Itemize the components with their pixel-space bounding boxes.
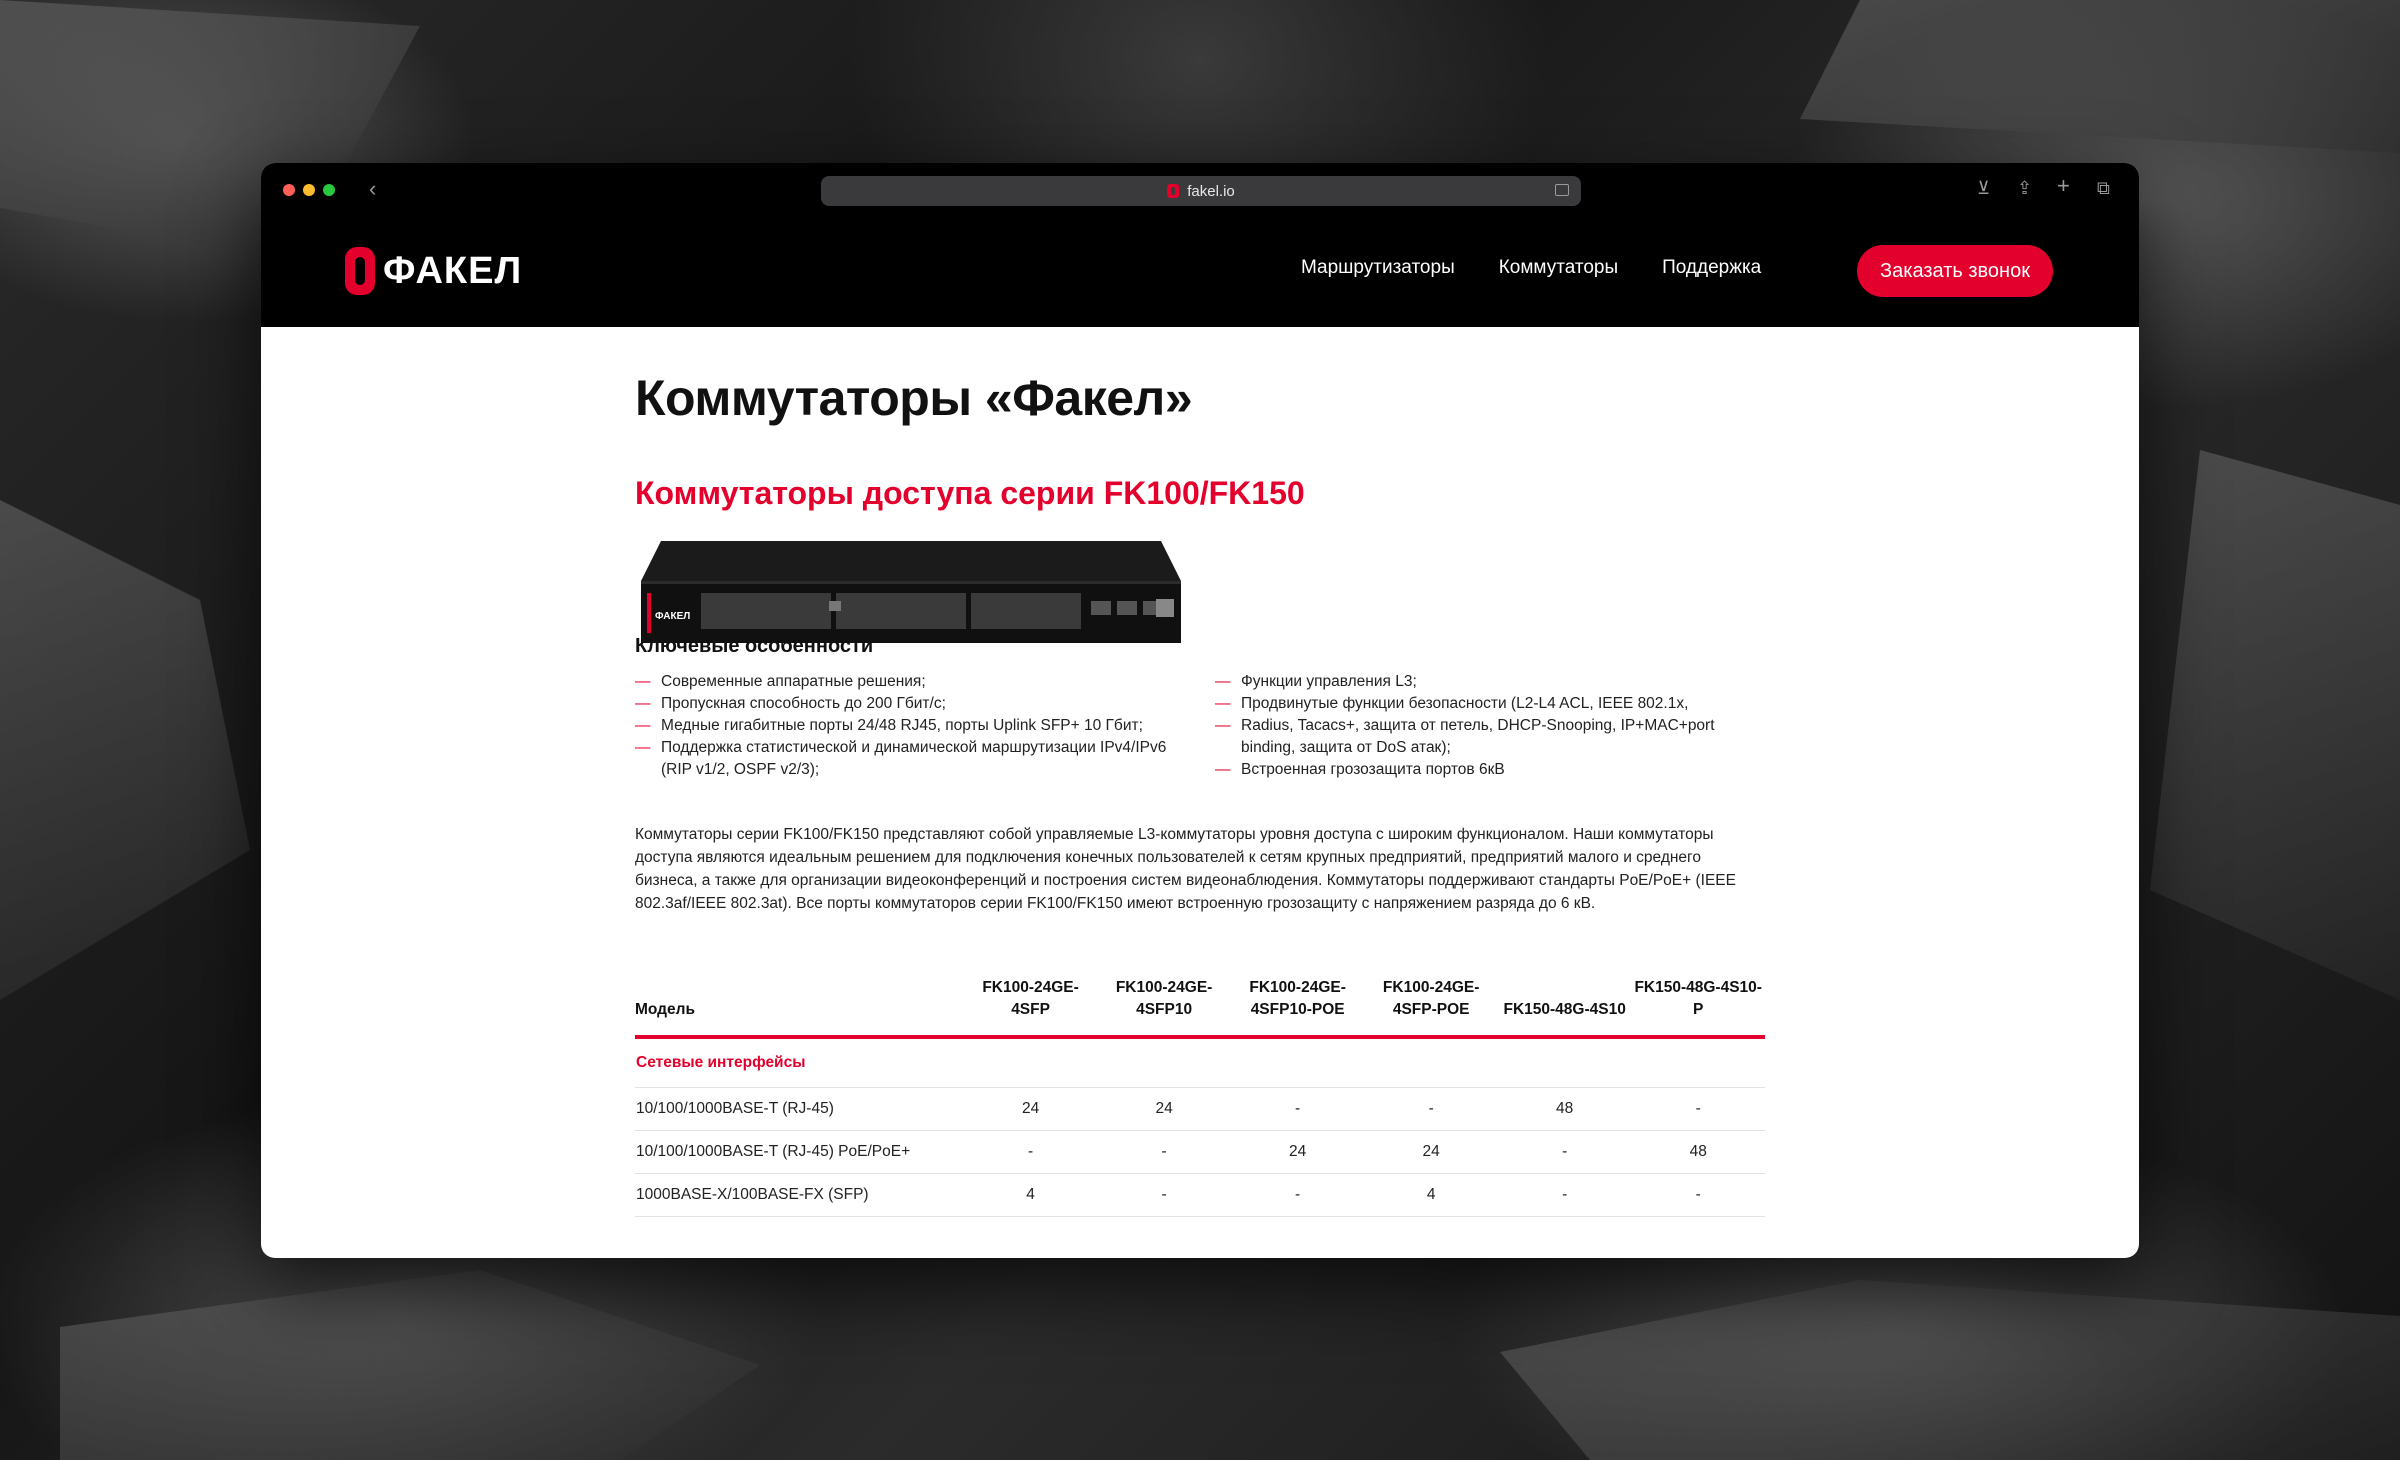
table-cell: - bbox=[1498, 1174, 1632, 1217]
background-rock bbox=[1500, 1280, 2400, 1460]
table-cell: - bbox=[1631, 1174, 1765, 1217]
table-cell: 48 bbox=[1498, 1088, 1632, 1131]
order-call-button[interactable]: Заказать звонок bbox=[1857, 245, 2053, 297]
table-cell: 24 bbox=[1097, 1088, 1231, 1131]
features-list-left bbox=[635, 671, 1175, 781]
site-logo[interactable] bbox=[345, 247, 522, 295]
address-bar[interactable] bbox=[821, 176, 1581, 206]
feature-item: — Поддержка статистической и динамической маршрутизации IPv4/IPv6 (RIP v1/2, OSPF v2/3); bbox=[635, 737, 1175, 781]
svg-text:ФАКЕЛ: ФАКЕЛ bbox=[655, 611, 691, 622]
spec-table bbox=[635, 977, 1765, 1217]
nav-item-switches[interactable]: Коммутаторы bbox=[1498, 257, 1619, 278]
table-cell: - bbox=[1498, 1131, 1632, 1174]
model-header: Модель bbox=[635, 1001, 696, 1018]
share-icon[interactable]: ⇪ bbox=[2017, 178, 2033, 198]
column-header: FK150-48G-4S10 bbox=[1503, 1001, 1626, 1018]
table-cell: - bbox=[1631, 1088, 1765, 1131]
new-tab-icon[interactable]: + bbox=[2057, 173, 2070, 198]
background-rock bbox=[60, 1270, 760, 1460]
column-header: FK100-24GE-4SFP10-POE bbox=[1249, 979, 1346, 1018]
browser-window bbox=[261, 163, 2139, 1258]
features-list-right bbox=[1215, 671, 1755, 781]
back-arrow-icon[interactable]: ‹ bbox=[369, 176, 377, 201]
download-icon[interactable]: ⊻ bbox=[1977, 178, 1991, 198]
table-cell: 24 bbox=[1231, 1131, 1365, 1174]
column-header: FK150-48G-4S10-P bbox=[1634, 979, 1762, 1018]
site-favicon-icon bbox=[1167, 184, 1179, 198]
tab-overview-icon[interactable]: ⧉ bbox=[2097, 178, 2110, 198]
series-description: Коммутаторы серии FK100/FK150 представляют собой управляемые L3-коммутаторы уровня доступа с широким функционалом. Наши коммутаторы доступа являются идеальным решением для подключения конечных пользователей к сетям крупных предприятий, предприятий малого и среднего бизнеса, а также для организации видеоконференций и построения систем видеонаблюдения. Коммутаторы поддерживают стандарты PoE/PoE+ (IEEE 802.3af/IEEE 802.3at). Все порты коммутаторов серии FK100/FK150 имеют встроенную грозозащиту с напряжением разряда до 6 кВ. bbox=[635, 826, 1736, 912]
nav-item-support[interactable]: Поддержка bbox=[1662, 257, 1762, 278]
table-cell: - bbox=[964, 1131, 1098, 1174]
table-cell: 48 bbox=[1631, 1131, 1765, 1174]
table-row bbox=[635, 1131, 1765, 1174]
nav-item-routers[interactable]: Маршрутизаторы bbox=[1301, 257, 1455, 278]
feature-item: — Функции управления L3; bbox=[1215, 671, 1755, 693]
feature-item: — Медные гигабитные порты 24/48 RJ45, порты Uplink SFP+ 10 Гбит; bbox=[635, 715, 1175, 737]
table-cell: 4 bbox=[1364, 1174, 1498, 1217]
background-rock bbox=[0, 500, 250, 1000]
table-cell: 24 bbox=[964, 1088, 1098, 1131]
site-header bbox=[261, 215, 2139, 327]
feature-item: — Продвинутые функции безопасности (L2-L4 ACL, IEEE 802.1x, bbox=[1215, 693, 1755, 715]
table-cell: - bbox=[1097, 1174, 1231, 1217]
table-cell: 4 bbox=[964, 1174, 1098, 1217]
row-label: 10/100/1000BASE-T (RJ-45) bbox=[635, 1088, 964, 1131]
column-header: FK100-24GE-4SFP bbox=[982, 979, 1079, 1018]
group-label: Сетевые интерфейсы bbox=[635, 1037, 1765, 1088]
table-cell: - bbox=[1231, 1088, 1365, 1131]
fakel-logo-icon bbox=[345, 247, 375, 295]
feature-item: — Radius, Tacacs+, защита от петель, DHCP-Snooping, IP+MAC+port binding, защита от DoS атак); bbox=[1215, 715, 1755, 759]
browser-toolbar bbox=[261, 163, 2139, 215]
main-nav bbox=[1301, 255, 1761, 281]
close-window-button[interactable] bbox=[283, 184, 295, 196]
zoom-window-button[interactable] bbox=[323, 184, 335, 196]
column-header: FK100-24GE-4SFP-POE bbox=[1382, 979, 1480, 1018]
reader-mode-icon[interactable] bbox=[1555, 184, 1569, 196]
table-row bbox=[635, 1174, 1765, 1217]
page-title: Коммутаторы «Факел» bbox=[635, 370, 1193, 426]
feature-item: — Современные аппаратные решения; bbox=[635, 671, 1175, 693]
logo-text: ФАКЕЛ bbox=[383, 249, 523, 292]
table-header-row bbox=[635, 977, 1765, 1037]
url-text: fakel.io bbox=[1187, 182, 1235, 200]
table-cell: 24 bbox=[1364, 1131, 1498, 1174]
table-cell: - bbox=[1364, 1088, 1498, 1131]
background-rock bbox=[2150, 450, 2400, 1000]
switch-product-image bbox=[641, 541, 1181, 643]
feature-item: — Пропускная способность до 200 Гбит/с; bbox=[635, 693, 1175, 715]
table-cell: - bbox=[1097, 1131, 1231, 1174]
row-label: 10/100/1000BASE-T (RJ-45) PoE/PoE+ bbox=[635, 1131, 964, 1174]
background-rock bbox=[1800, 0, 2400, 170]
table-row bbox=[635, 1088, 1765, 1131]
section-title: Коммутаторы доступа серии FK100/FK150 bbox=[635, 475, 1305, 511]
features-title: Ключевые особенности bbox=[635, 635, 874, 657]
column-header: FK100-24GE-4SFP10 bbox=[1115, 979, 1213, 1018]
row-label: 1000BASE-X/100BASE-FX (SFP) bbox=[635, 1174, 964, 1217]
minimize-window-button[interactable] bbox=[303, 184, 315, 196]
table-cell: - bbox=[1231, 1174, 1365, 1217]
feature-item: — Встроенная грозозащита портов 6кВ bbox=[1215, 759, 1755, 781]
table-group-row bbox=[635, 1037, 1765, 1088]
